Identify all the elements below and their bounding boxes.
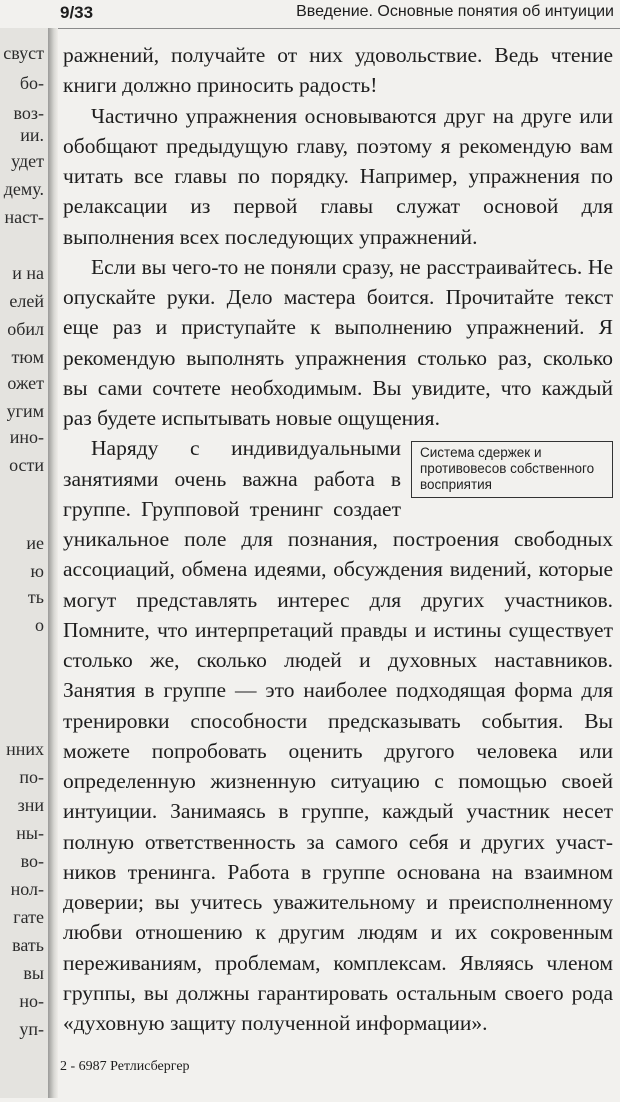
margin-fragment: дему. (3, 179, 44, 199)
margin-fragment: ости (9, 455, 44, 475)
margin-fragment: ие (26, 533, 44, 553)
paragraph: Наряду с индивидуальными занятиями очень важна работа в группе. Групповой тренинг создает уникальное поле для познания, построения свободных ассоциаций, обмена идеями, обсуждения видений, которые могут представлять интерес для других участников. Помните, что интерпретаций правды и истины существует столько же, сколько людей и духовных наставников. Занятия в группе — это наиболее подходящая форма для тренировки способности предсказывать события. Вы можете попробовать оценить другого человека или определенную жизненную ситуацию с помощью своей интуиции. Занимаясь в группе, каждый участник несет полную ответственность за самого себя и других участников тренинга. Работа в группе основана на взаимном доверии; вы учитесь уважительному и преисполненному любви отношению к другим людям и их сокровенным переживаниям, проблемам, комплексам. Являясь членом группы, вы должны гарантировать остальным своего рода «духовную защиту полученной информации». (63, 436, 613, 1035)
book-gutter (48, 28, 58, 1098)
margin-fragment: во- (20, 851, 44, 871)
margin-fragment: по- (19, 767, 44, 787)
margin-note-box: Система сдержек и противовесов собственного восприятия (411, 441, 613, 498)
margin-fragment: удет (11, 151, 44, 171)
margin-fragment: зни (17, 795, 44, 815)
margin-fragment: и на (12, 263, 44, 283)
margin-fragment: угим (6, 401, 44, 421)
margin-fragment: ть (27, 587, 44, 607)
paragraph: ражнений, получайте от них удовольствие. Ведь чтение книги должно приносить радость! (63, 43, 613, 98)
margin-fragment: свуст (3, 43, 44, 63)
margin-fragment: тюм (11, 347, 44, 367)
previous-page-margin (0, 28, 48, 1098)
page-header (0, 0, 620, 29)
margin-fragment: нол- (10, 879, 44, 899)
margin-fragment: о (35, 615, 44, 635)
running-head: Введение. Основные понятия об интуиции (296, 3, 614, 20)
margin-fragment: бо- (19, 73, 44, 93)
margin-fragment: елей (9, 291, 44, 311)
margin-fragment: но- (19, 991, 44, 1011)
margin-fragment: ожет (7, 373, 44, 393)
margin-fragment: вы (23, 963, 44, 983)
margin-fragment: ю (30, 561, 44, 581)
paragraph: Частично упражнения основываются друг на друге или обобщают предыдущую главу, поэтому я рекомендую вам читать все главы по порядку. Например, упражнения по релаксации из первой главы служат основой для выполнения всех последующих упражнений. (63, 103, 613, 249)
page-footer: 2 - 6987 Ретлисбергер (60, 1059, 190, 1074)
margin-fragment: уп- (19, 1019, 44, 1039)
margin-fragment: гате (13, 907, 44, 927)
page-body (63, 40, 613, 1038)
margin-fragment: ии. (20, 125, 44, 145)
margin-fragment: обил (7, 319, 44, 339)
margin-fragment: нних (6, 739, 44, 759)
margin-fragment: ны- (16, 823, 44, 843)
margin-fragment: наст- (4, 207, 44, 227)
margin-fragment: воз- (13, 103, 44, 123)
page-number: 9/33 (60, 3, 94, 22)
paragraph: Если вы чего-то не поняли сразу, не расстраивайтесь. Не опускайте руки. Дело мастера боится. Прочитайте текст еще раз и приступайте к выполнению упражнений. Я рекомендую выполнять упражнения столько раз, сколько вы сами сочтете необходимым. Вы увидите, что каждый раз будете испытывать новые ощущения. (63, 254, 613, 430)
margin-fragment: вать (12, 935, 44, 955)
margin-fragment: ино- (9, 427, 44, 447)
